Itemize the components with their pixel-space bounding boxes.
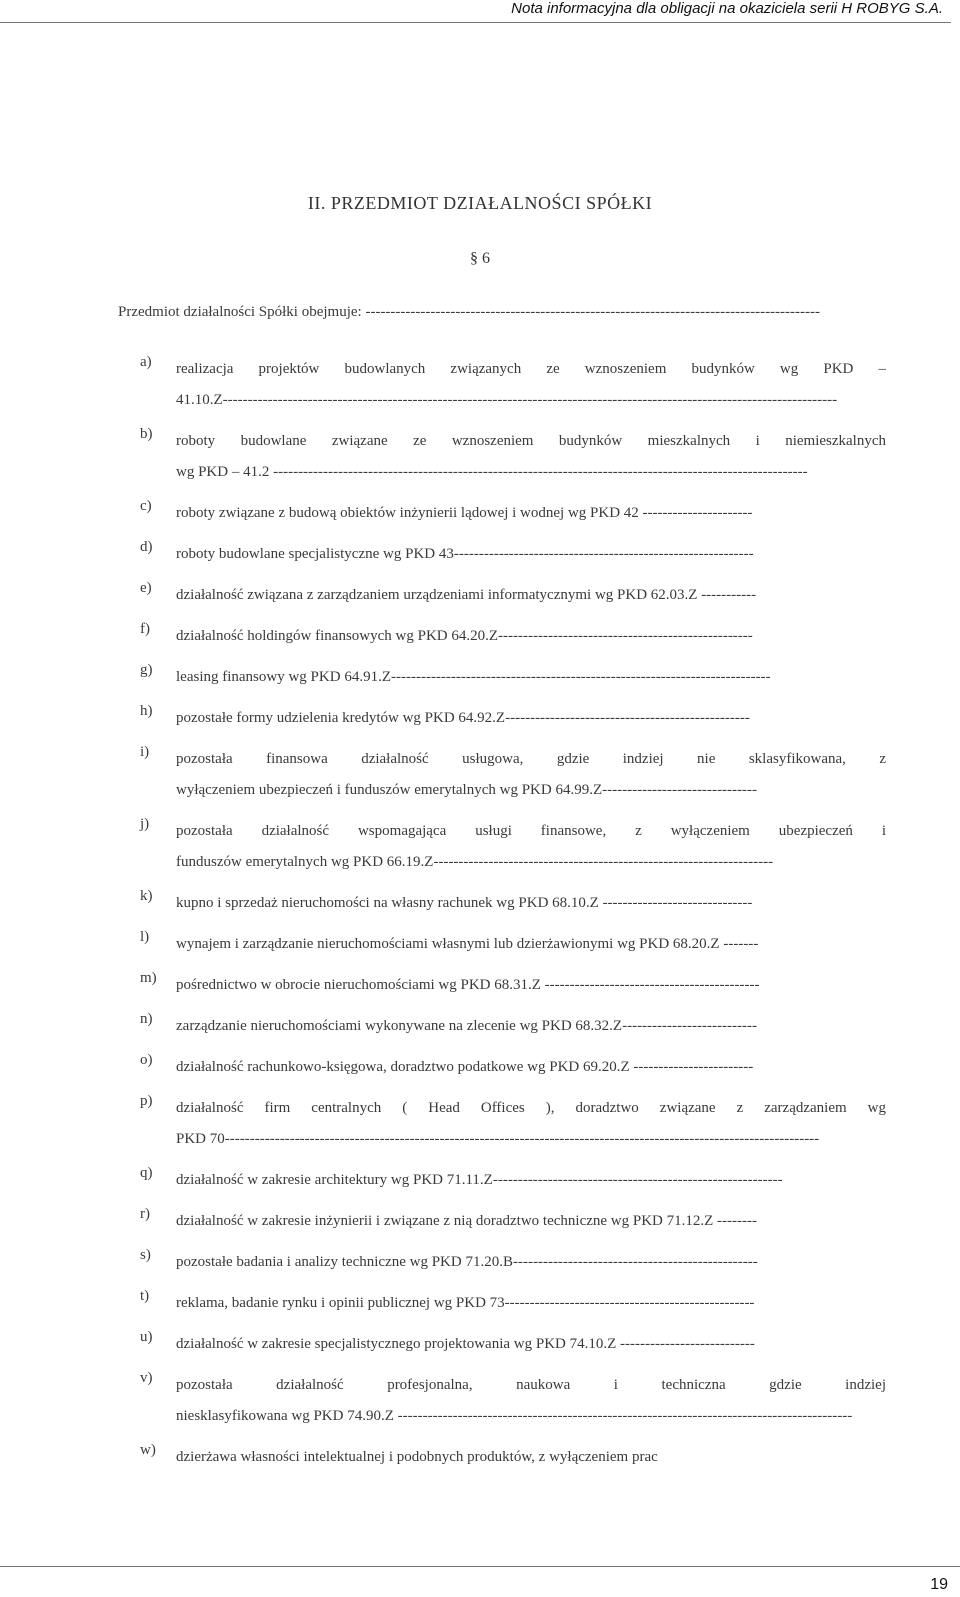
list-item: [140, 703, 886, 734]
list-item-marker: c): [140, 498, 152, 514]
list-item-marker: l): [140, 929, 150, 945]
list-item: [140, 498, 886, 529]
list-item-line: leasing finansowy wg PKD 64.91.Z----------------------------------------------------------------------------: [176, 669, 771, 685]
list-item: [140, 744, 886, 806]
list-item-line: wyłączeniem ubezpieczeń i funduszów emerytalnych wg PKD 64.99.Z-------------------------------: [176, 782, 757, 798]
list-item-line: pozostała działalność profesjonalna, naukowa i techniczna gdzie indziej: [176, 1377, 886, 1393]
list-item-marker: e): [140, 580, 152, 596]
list-item-line: pozostałe badania i analizy techniczne wg PKD 71.20.B-------------------------------------------------: [176, 1254, 758, 1270]
list-item: [140, 816, 886, 878]
list-item-line: realizacja projektów budowlanych związanych ze wznoszeniem budynków wg PKD –: [176, 361, 886, 377]
list-item: [140, 1206, 886, 1237]
list-item: [140, 1052, 886, 1083]
list-item-line: PKD 70-----------------------------------------------------------------------------------------------------------------------: [176, 1131, 820, 1147]
list-item-line: działalność holdingów finansowych wg PKD 64.20.Z---------------------------------------------------: [176, 628, 753, 644]
list-item-line: pośrednictwo w obrocie nieruchomościami wg PKD 68.31.Z -------------------------------------------: [176, 977, 760, 993]
list-item: [140, 539, 886, 570]
list-item-line: funduszów emerytalnych wg PKD 66.19.Z--------------------------------------------------------------------: [176, 854, 774, 870]
list-item-marker: f): [140, 621, 150, 637]
list-item: [140, 970, 886, 1001]
list-item-line: działalność w zakresie architektury wg PKD 71.11.Z----------------------------------------------------------: [176, 1172, 783, 1188]
list-item-line: roboty budowlane specjalistyczne wg PKD 43------------------------------------------------------------: [176, 546, 754, 562]
list-item: [140, 1442, 886, 1473]
list-item: [140, 1247, 886, 1278]
list-item-marker: q): [140, 1165, 153, 1181]
list-item-line: działalność rachunkowo-księgowa, doradztwo podatkowe wg PKD 69.20.Z ------------------------: [176, 1059, 754, 1075]
list-item-line: niesklasyfikowana wg PKD 74.90.Z -------------------------------------------------------------------------------------------: [176, 1408, 853, 1424]
list-item-marker: k): [140, 888, 153, 904]
list-item-marker: b): [140, 426, 153, 442]
list-item-line: reklama, badanie rynku i opinii publicznej wg PKD 73--------------------------------------------------: [176, 1295, 755, 1311]
list-item: [140, 580, 886, 611]
list-item-line: wg PKD – 41.2 -----------------------------------------------------------------------------------------------------------: [176, 464, 808, 480]
list-item-line: 41.10.Z---------------------------------------------------------------------------------------------------------------------------: [176, 392, 838, 408]
list-item-line: działalność firm centralnych ( Head Offices ), doradztwo związane z zarządzaniem wg: [176, 1100, 886, 1116]
list-item: [140, 1288, 886, 1319]
list-item-marker: j): [140, 816, 150, 832]
list-item: [140, 1093, 886, 1155]
list-item-marker: s): [140, 1247, 151, 1263]
list-item-marker: v): [140, 1370, 153, 1386]
list-item-marker: w): [140, 1442, 156, 1458]
list-item-marker: m): [140, 970, 157, 986]
list-item-marker: g): [140, 662, 153, 678]
list-item-marker: t): [140, 1288, 150, 1304]
running-header: Nota informacyjna dla obligacji na okaziciela serii H ROBYG S.A.: [511, 0, 943, 17]
list-item-line: roboty związane z budową obiektów inżynierii lądowej i wodnej wg PKD 42 ----------------------: [176, 505, 753, 521]
list-item-line: wynajem i zarządzanie nieruchomościami własnymi lub dzierżawionymi wg PKD 68.20.Z -------: [176, 936, 759, 952]
list-item: [140, 1165, 886, 1196]
section-title: II. PRZEDMIOT DZIAŁALNOŚCI SPÓŁKI: [307, 193, 653, 213]
paragraph-mark: § 6: [470, 250, 490, 267]
list-item: [140, 888, 886, 919]
list-item: [140, 1370, 886, 1432]
list-item: [140, 354, 886, 416]
list-item-marker: o): [140, 1052, 153, 1068]
intro-text: Przedmiot działalności Spółki obejmuje: -------------------------------------------------------------------------------------------: [118, 304, 821, 320]
list-item-line: kupno i sprzedaż nieruchomości na własny rachunek wg PKD 68.10.Z ------------------------------: [176, 895, 753, 911]
list-item-line: działalność w zakresie specjalistycznego projektowania wg PKD 74.10.Z ---------------------------: [176, 1336, 755, 1352]
list-item-marker: r): [140, 1206, 150, 1222]
footer-rule: [0, 1566, 960, 1567]
header-rule: [0, 22, 951, 23]
list-item-line: roboty budowlane związane ze wznoszeniem budynków mieszkalnych i niemieszkalnych: [176, 433, 886, 449]
list-item: [140, 621, 886, 652]
list-item-line: dzierżawa własności intelektualnej i podobnych produktów, z wyłączeniem prac: [176, 1449, 658, 1465]
scope-list: [140, 354, 886, 1483]
list-item-marker: p): [140, 1093, 153, 1109]
list-item-line: pozostała finansowa działalność usługowa, gdzie indziej nie sklasyfikowana, z: [176, 751, 886, 767]
list-item: [140, 929, 886, 960]
list-item-line: zarządzanie nieruchomościami wykonywane na zlecenie wg PKD 68.32.Z---------------------------: [176, 1018, 757, 1034]
list-item-marker: d): [140, 539, 153, 555]
list-item: [140, 426, 886, 488]
list-item: [140, 1329, 886, 1360]
page-number: 19: [930, 1576, 948, 1593]
list-item-marker: h): [140, 703, 153, 719]
list-item-marker: u): [140, 1329, 153, 1345]
list-item-marker: n): [140, 1011, 153, 1027]
list-item-line: pozostała działalność wspomagająca usługi finansowe, z wyłączeniem ubezpieczeń i: [176, 823, 886, 839]
list-item-marker: i): [140, 744, 150, 760]
list-item-line: pozostałe formy udzielenia kredytów wg PKD 64.92.Z-------------------------------------------------: [176, 710, 750, 726]
list-item: [140, 1011, 886, 1042]
list-item-line: działalność związana z zarządzaniem urządzeniami informatycznymi wg PKD 62.03.Z -----------: [176, 587, 757, 603]
list-item-line: działalność w zakresie inżynierii i związane z nią doradztwo techniczne wg PKD 71.12.Z --------: [176, 1213, 758, 1229]
list-item: [140, 662, 886, 693]
list-item-marker: a): [140, 354, 152, 370]
